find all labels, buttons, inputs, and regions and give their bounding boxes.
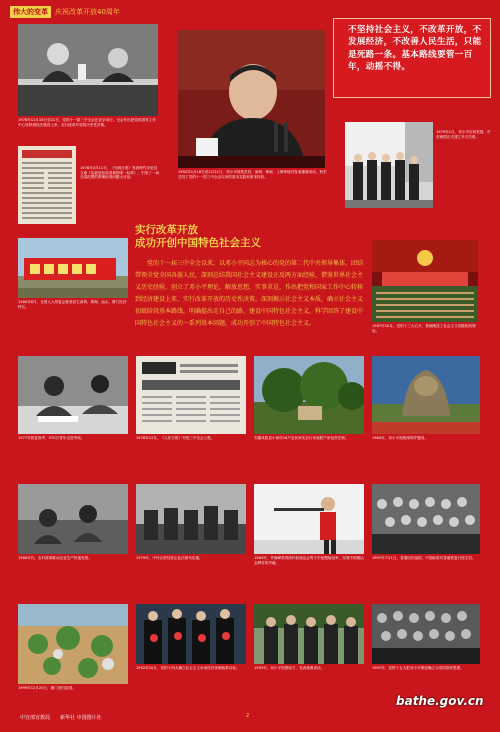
photo-newspaper-front xyxy=(18,146,76,224)
header-title: 庆祝改革开放40周年 xyxy=(55,8,120,16)
photo-waving-group xyxy=(345,122,433,208)
photo-peoples-daily xyxy=(136,356,246,434)
header-tag: 伟大的变革 xyxy=(10,6,51,18)
section-title-line2: 成功开创中国特色社会主义 xyxy=(135,237,261,249)
photo-village-trees xyxy=(254,356,364,434)
poster-header xyxy=(10,5,120,19)
caption-central-speech: 1992年1月18日至2月21日，邓小平视察武昌、深圳、珠海、上海等地并发表重要谈话，科学总结了党的十一届三中全会以来的基本实践和基本经验。 xyxy=(178,170,327,179)
caption-assembly-audience: 1997年，党的十五大把邓小平理论确立为党的指导思想。 xyxy=(372,666,464,670)
photo-congress-hall xyxy=(372,240,478,322)
section-title-line1: 实行改革开放 xyxy=(135,224,198,236)
footer-credits xyxy=(20,714,102,721)
caption-village-trees: 安徽凤阳县小岗村18户农民率先实行家庭联产承包责任制。 xyxy=(254,436,349,440)
photo-meeting-1978 xyxy=(18,24,158,116)
section-title xyxy=(135,224,355,250)
caption-rock-garden: 1984年，邓小平视察深圳并题词。 xyxy=(372,436,428,440)
photo-assembly-audience xyxy=(372,604,480,664)
caption-congress-hall: 1987年10月，党的十三大召开，系统阐述了社会主义初级阶段理论。 xyxy=(372,324,476,333)
page-number: 2 xyxy=(246,713,250,719)
photo-central-speech xyxy=(178,30,325,168)
photo-fields-landscape xyxy=(18,604,128,684)
caption-waving-group: 1979年1月，邓小平访问美国，中美两国正式建立外交关系。 xyxy=(436,130,491,139)
caption-fields-landscape: 1999年12月20日，澳门回归祖国。 xyxy=(18,686,76,690)
caption-workers-group: 1979年，中外合资经营企业法颁布实施。 xyxy=(136,556,203,560)
photo-leaders-flowers xyxy=(136,604,246,664)
photo-rock-garden xyxy=(372,356,480,434)
section-body: 党的十一届三中全会以来，以邓小平同志为核心的党的第二代中央领导集体，团结带领全党全国各族人民，深刻总结我国社会主义建设正反两方面经验，借鉴世界社会主义历史经验，创立了邓小平理论，解放思想，实事求是，作出把党和国家工作中心转移到经济建设上来、实行改革开放的历史性决策，深刻揭示社会主义本质，确立社会主义初级阶段基本路线，明确提出走自己的路、建设中国特色社会主义，科学回答了建设中国特色社会主义的一系列基本问题，成功开创了中国特色社会主义。 xyxy=(135,260,364,327)
photo-crowd-celebration xyxy=(372,484,480,554)
caption-leaders-flowers: 1992年10月，党的十四大确立社会主义市场经济体制改革目标。 xyxy=(136,666,240,670)
footer-credit-1: 中宣部宣教局 xyxy=(20,715,51,721)
caption-newspaper-front: 1978年5月11日，《光明日报》发表特约评论员文章《实践是检验真理的唯一标准》，引发了一场全国范围的真理标准问题大讨论。 xyxy=(80,166,160,180)
caption-leaders-inspection: 1992年，邓小平视察南方，发表重要谈话。 xyxy=(254,666,325,670)
photo-exam-students xyxy=(18,356,128,434)
watermark: bathe.gov.cn xyxy=(396,694,484,708)
caption-meeting-1978: 1978年12月18日至22日，党的十一届三中全会在北京举行。全会作出把党和国家工作中心转移到经济建设上来、实行改革开放的历史性决策。 xyxy=(18,118,156,127)
caption-shooter: 1984年，许海峰获得洛杉矶奥运会男子手枪慢射冠军，实现中国奥运金牌零的突破。 xyxy=(254,556,364,565)
caption-billboard: 1980年8月，全国人大常委会批准设立深圳、珠海、汕头、厦门经济特区。 xyxy=(18,300,127,309)
photo-farmers-field xyxy=(18,484,128,554)
photo-shooter xyxy=(254,484,364,554)
photo-workers-group xyxy=(136,484,246,554)
footer-credit-2: 新华社 中国图片社 xyxy=(60,715,102,721)
caption-exam-students: 1977年恢复高考，570万青年走进考场。 xyxy=(18,436,85,440)
photo-leaders-inspection xyxy=(254,604,364,664)
photo-billboard xyxy=(18,238,128,298)
caption-peoples-daily: 1978年12月，《人民日报》刊发三中全会公报。 xyxy=(136,436,215,440)
quote-box: 不坚持社会主义，不改革开放，不发展经济，不改善人民生活，只能是死路一条。基本路线要管一百年，动摇不得。 xyxy=(333,18,491,98)
caption-crowd-celebration: 1997年7月1日，香港回归祖国，中国政府对香港恢复行使主权。 xyxy=(372,556,476,560)
caption-farmers-field: 1980年代，农村改革推动农业生产快速发展。 xyxy=(18,556,92,560)
